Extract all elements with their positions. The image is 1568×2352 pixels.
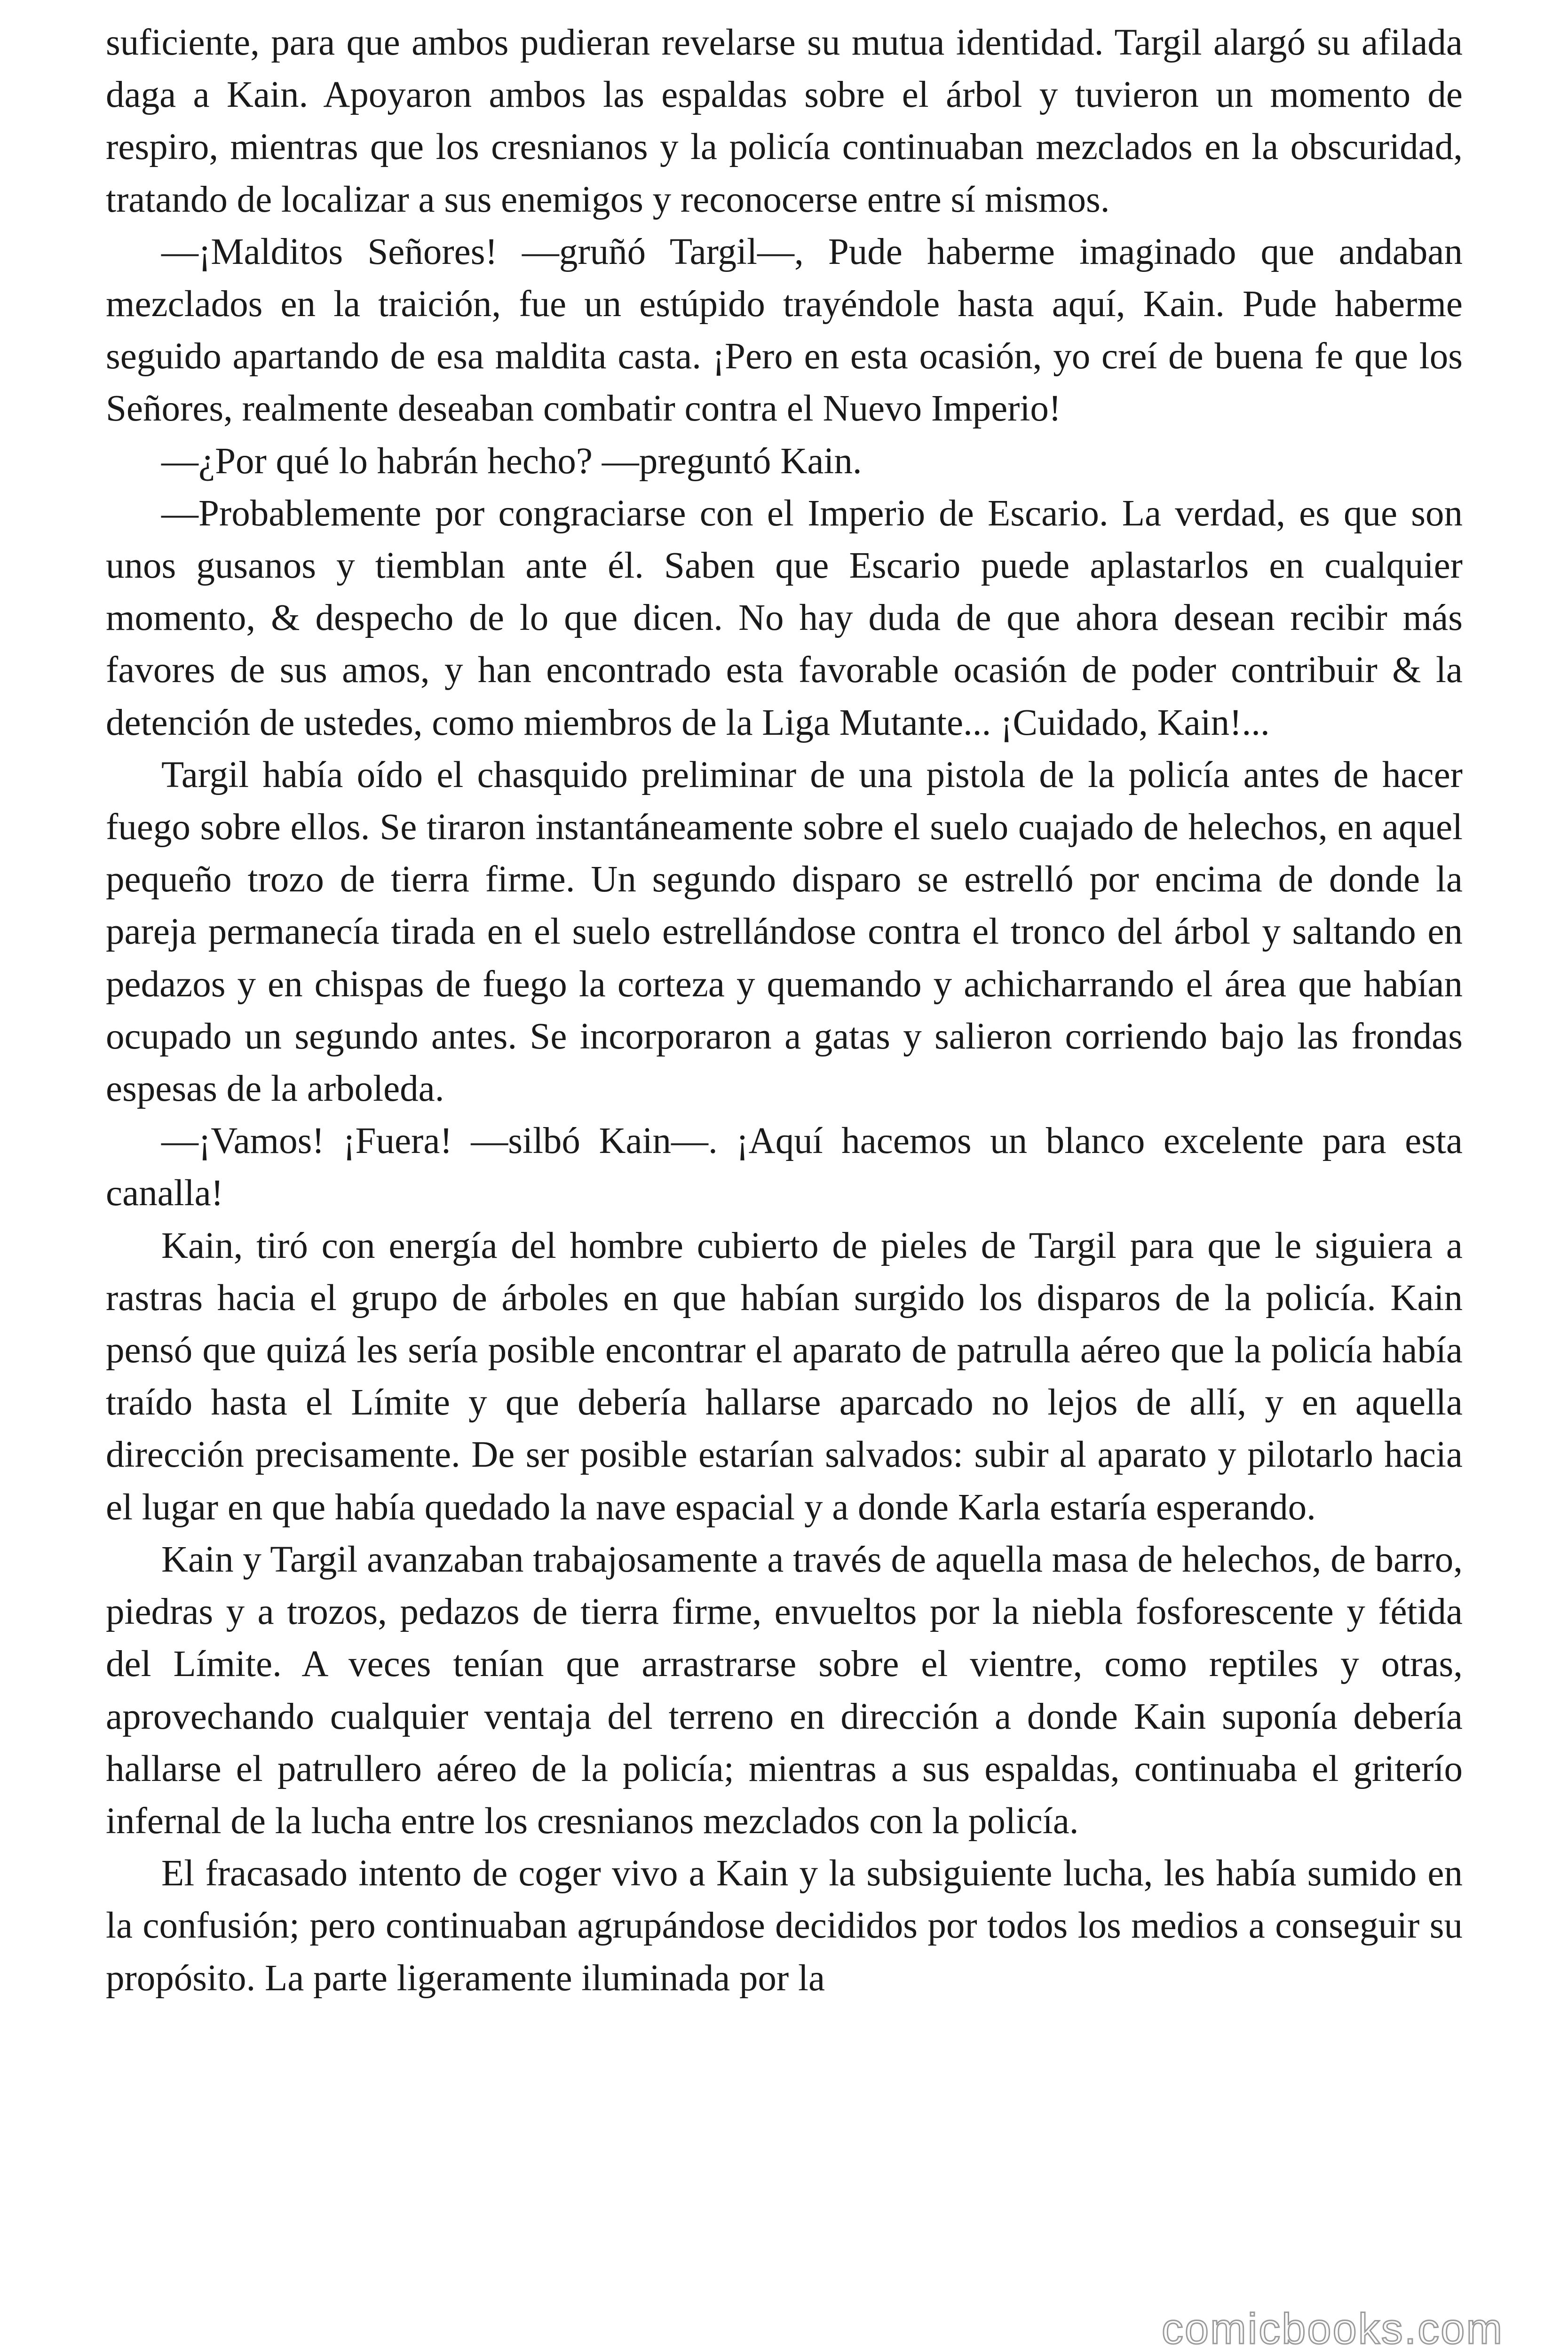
body-text: [106, 16, 1463, 2004]
watermark: comicbooks.com: [1162, 2305, 1504, 2352]
paragraph: suficiente, para que ambos pudieran revelarse su mutua identidad. Targil alargó su afilada daga a Kain. Apoyaron ambos las espaldas sobre el árbol y tuvieron un momento de respiro, mientras que los cresnianos y la policía continuaban mezclados en la obscuridad, tratando de localizar a sus enemigos y reconocerse entre sí mismos.: [106, 22, 1463, 220]
paragraph: —¡Malditos Señores! —gruñó Targil—, Pude haberme imaginado que andaban mezclados en la traición, fue un estúpido trayéndole hasta aquí, Kain. Pude haberme seguido apartando de esa maldita casta. ¡Pero en esta ocasión, yo creí de buena fe que los Señores, realmente deseaban combatir contra el Nuevo Imperio!: [106, 231, 1463, 429]
paragraph: —Probablemente por congraciarse con el Imperio de Escario. La verdad, es que son unos gusanos y tiemblan ante él. Saben que Escario puede aplastarlos en cualquier momento, & despecho de lo que dicen. No hay duda de que ahora desean recibir más favores de sus amos, y han encontrado esta favorable ocasión de poder contribuir & la detención de ustedes, como miembros de la Liga Mutante... ¡Cuidado, Kain!...: [106, 493, 1463, 743]
paragraph: —¡Vamos! ¡Fuera! —silbó Kain—. ¡Aquí hacemos un blanco excelente para esta canalla!: [106, 1120, 1463, 1214]
paragraph: Kain y Targil avanzaban trabajosamente a través de aquella masa de helechos, de barro, piedras y a trozos, pedazos de tierra firme, envueltos por la niebla fosforescente y fétida del Límite. A veces tenían que arrastrarse sobre el vientre, como reptiles y otras, aprovechando cualquier ventaja del terreno en dirección a donde Kain suponía debería hallarse el patrullero aéreo de la policía; mientras a sus espaldas, continuaba el griterío infernal de la lucha entre los cresnianos mezclados con la policía.: [106, 1539, 1463, 1842]
paragraph: El fracasado intento de coger vivo a Kain y la subsiguiente lucha, les había sumido en la confusión; pero continuaban agrupándose decididos por todos los medios a conseguir su propósito. La parte ligeramente iluminada por la: [106, 1853, 1463, 1999]
paragraph: —¿Por qué lo habrán hecho? —preguntó Kain.: [161, 440, 862, 482]
paragraph: Targil había oído el chasquido preliminar de una pistola de la policía antes de hacer fuego sobre ellos. Se tiraron instantáneamente sobre el suelo cuajado de helechos, en aquel pequeño trozo de tierra firme. Un segundo disparo se estrelló por encima de donde la pareja permanecía tirada en el suelo estrellándose contra el tronco del árbol y saltando en pedazos y en chispas de fuego la corteza y quemando y achicharrando el área que habían ocupado un segundo antes. Se incorporaron a gatas y salieron corriendo bajo las frondas espesas de la arboleda.: [106, 754, 1463, 1110]
paragraph: Kain, tiró con energía del hombre cubierto de pieles de Targil para que le siguiera a rastras hacia el grupo de árboles en que habían surgido los disparos de la policía. Kain pensó que quizá les sería posible encontrar el aparato de patrulla aéreo que la policía había traído hasta el Límite y que debería hallarse aparcado no lejos de allí, y en aquella dirección precisamente. De ser posible estarían salvados: subir al aparato y pilotarlo hacia el lugar en que había quedado la nave espacial y a donde Karla estaría esperando.: [106, 1225, 1463, 1528]
